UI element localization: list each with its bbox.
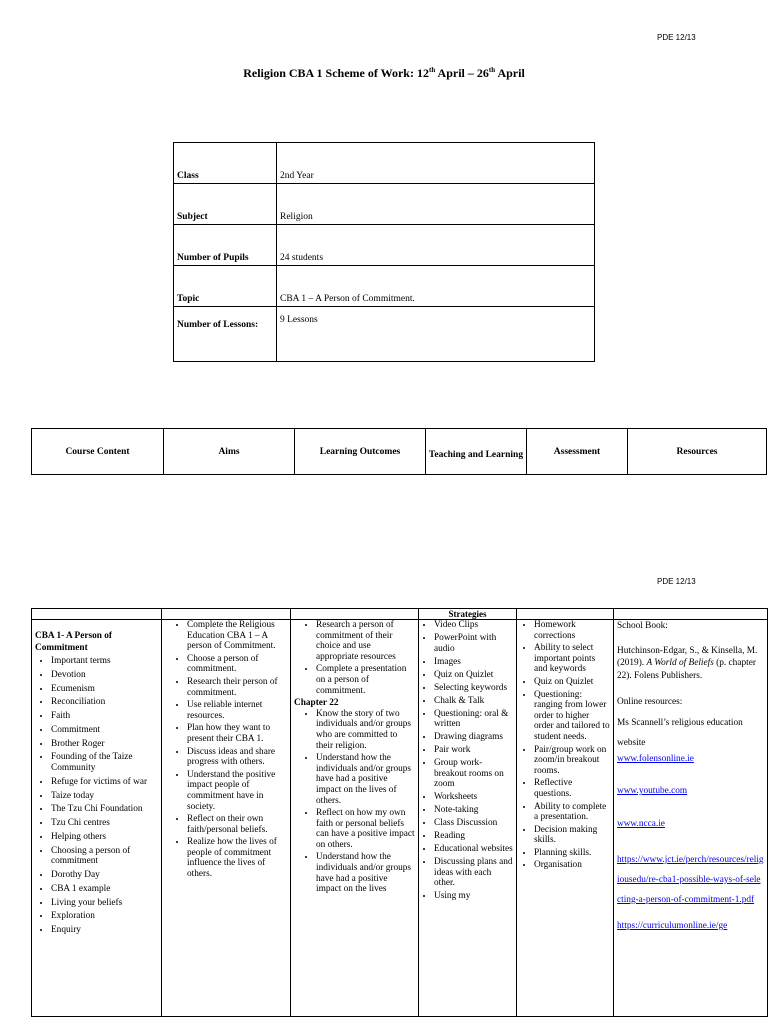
course-content-list bbox=[35, 656, 158, 936]
list-item: • Refuge for victims of war bbox=[51, 777, 158, 788]
ms-scannell-website: Ms Scannell’s religious education website bbox=[617, 717, 743, 748]
info-row-pupils bbox=[174, 225, 595, 266]
list-item: • Reading bbox=[434, 831, 513, 842]
list-item: • Organisation bbox=[534, 860, 610, 871]
header-aims: Aims bbox=[164, 429, 295, 475]
online-resources-label: Online resources: bbox=[617, 697, 683, 707]
list-item: • Devotion bbox=[51, 670, 158, 681]
info-key: Topic bbox=[174, 266, 277, 307]
list-item: • Quiz on Quizlet bbox=[434, 670, 513, 681]
list-item: • Class Discussion bbox=[434, 818, 513, 829]
list-item: • Dorothy Day bbox=[51, 870, 158, 881]
list-item: • Video Clips bbox=[434, 620, 513, 631]
list-item: • Images bbox=[434, 657, 513, 668]
learning-outcomes-cell bbox=[291, 620, 419, 1017]
list-item: • Reflective questions. bbox=[534, 778, 610, 799]
header-teaching-learning: Teaching and Learning bbox=[426, 429, 527, 475]
list-item: • Complete a presentation on a person of commitment. bbox=[316, 664, 415, 696]
list-item: • Reconciliation bbox=[51, 697, 158, 708]
list-item: • Tzu Chi centres bbox=[51, 818, 158, 829]
course-heading: CBA 1- A Person of Commitment bbox=[35, 631, 112, 653]
info-value: CBA 1 – A Person of Commitment. bbox=[277, 266, 595, 307]
page2-code: PDE 12/13 bbox=[657, 577, 696, 586]
aims-list bbox=[165, 620, 287, 880]
school-book-label: School Book: bbox=[617, 621, 668, 631]
header-learning-outcomes: Learning Outcomes bbox=[295, 429, 426, 475]
list-item: • Use reliable internet resources. bbox=[187, 700, 287, 721]
list-item: • Understand the positive impact people of commitment have in society. bbox=[187, 770, 287, 812]
info-key: Class bbox=[174, 143, 277, 184]
info-value: 9 Lessons bbox=[277, 307, 595, 362]
list-item: • Commitment bbox=[51, 725, 158, 736]
list-item: • Selecting keywords bbox=[434, 683, 513, 694]
empty-cell bbox=[32, 609, 162, 620]
empty-cell bbox=[162, 609, 291, 620]
list-item: • Pair work bbox=[434, 745, 513, 756]
list-item: • Choose a person of commitment. bbox=[187, 654, 287, 675]
list-item: • Using my bbox=[434, 891, 513, 902]
list-item: • Ability to select important points and keywords bbox=[534, 643, 610, 675]
list-item: • Brother Roger bbox=[51, 739, 158, 750]
header-assessment: Assessment bbox=[527, 429, 628, 475]
list-item: • Important terms bbox=[51, 656, 158, 667]
list-item: • CBA 1 example bbox=[51, 884, 158, 895]
list-item: • Helping others bbox=[51, 832, 158, 843]
list-item: • Worksheets bbox=[434, 792, 513, 803]
citation: Hutchinson-Edgar, S., & Kinsella, M. (2019). A World of Beliefs (p. chapter 22). Folens Publishers. bbox=[617, 645, 758, 681]
list-item: • Discussing plans and ideas with each other. bbox=[434, 857, 513, 889]
list-item: • Note-taking bbox=[434, 805, 513, 816]
list-item: • Group work- breakout rooms on zoom bbox=[434, 758, 513, 790]
list-item: • Understand how the individuals and/or groups have had a positive impact on the lives bbox=[316, 852, 415, 894]
list-item: • Chalk & Talk bbox=[434, 696, 513, 707]
info-key: Number of Lessons: bbox=[174, 307, 277, 362]
outcomes-list-a bbox=[294, 620, 415, 696]
list-item: • Enquiry bbox=[51, 925, 158, 936]
link-ncca[interactable]: www.ncca.ie bbox=[617, 818, 665, 829]
info-value: Religion bbox=[277, 184, 595, 225]
info-row-class bbox=[174, 143, 595, 184]
strategies-row bbox=[32, 609, 768, 620]
aims-cell bbox=[162, 620, 291, 1017]
header-course-content: Course Content bbox=[32, 429, 164, 475]
page-code: PDE 12/13 bbox=[657, 33, 696, 42]
list-item: • Ecumenism bbox=[51, 684, 158, 695]
header-resources: Resources bbox=[628, 429, 767, 475]
info-value: 24 students bbox=[277, 225, 595, 266]
info-value: 2nd Year bbox=[277, 143, 595, 184]
list-item: • Understand how the individuals and/or groups have had a positive impact on the lives of others. bbox=[316, 753, 415, 806]
strategies-label: Strategies bbox=[419, 609, 517, 620]
link-youtube[interactable]: www.youtube.com bbox=[617, 786, 688, 796]
info-key: Number of Pupils bbox=[174, 225, 277, 266]
list-item: • Research their person of commitment. bbox=[187, 677, 287, 698]
list-item: • Know the story of two individuals and/or groups who are committed to their religion. bbox=[316, 709, 415, 751]
list-item: • Reflect on their own faith/personal beliefs. bbox=[187, 814, 287, 835]
assessment-cell bbox=[517, 620, 614, 1017]
chapter-heading: Chapter 22 bbox=[294, 698, 339, 709]
list-item: • Exploration bbox=[51, 911, 158, 922]
empty-cell bbox=[517, 609, 614, 620]
link-curriculumonline[interactable]: https://curriculumonline.ie/ge bbox=[617, 921, 728, 931]
outcomes-list-b bbox=[294, 709, 415, 895]
content-row bbox=[32, 620, 768, 1017]
resources-cell bbox=[614, 620, 768, 1017]
list-item: • Realize how the lives of people of commitment influence the lives of others. bbox=[187, 837, 287, 879]
teaching-list bbox=[422, 620, 513, 902]
list-item: • Educational websites bbox=[434, 844, 513, 855]
scheme-body-table bbox=[31, 608, 768, 1017]
list-item: • Quiz on Quizlet bbox=[534, 677, 610, 688]
list-item: • Faith bbox=[51, 711, 158, 722]
list-item: • Plan how they want to present their CBA 1. bbox=[187, 723, 287, 744]
list-item: • Research a person of commitment of their choice and use appropriate resources bbox=[316, 620, 415, 662]
list-item: • Ability to complete a presentation. bbox=[534, 802, 610, 823]
list-item: • Decision making skills. bbox=[534, 825, 610, 846]
info-row-topic bbox=[174, 266, 595, 307]
list-item: • Questioning: ranging from lower order to higher order and tailored to student needs. bbox=[534, 690, 610, 743]
list-item: • Taize today bbox=[51, 791, 158, 802]
page-title: Religion CBA 1 Scheme of Work: 12th April – 26th April bbox=[243, 66, 525, 80]
list-item: • Reflect on how my own faith or personal beliefs can have a positive impact on others. bbox=[316, 808, 415, 850]
info-key: Subject bbox=[174, 184, 277, 225]
class-info-table bbox=[173, 142, 595, 362]
info-row-subject bbox=[174, 184, 595, 225]
list-item: • Complete the Religious Education CBA 1 – A person of Commitment. bbox=[187, 620, 287, 652]
list-item: • Pair/group work on zoom/in breakout rooms. bbox=[534, 745, 610, 777]
empty-cell bbox=[614, 609, 768, 620]
assessment-list bbox=[520, 620, 610, 871]
list-item: • Planning skills. bbox=[534, 848, 610, 859]
teaching-learning-cell bbox=[419, 620, 517, 1017]
info-row-lessons bbox=[174, 307, 595, 362]
course-content-cell bbox=[32, 620, 162, 1017]
book-title: A World of Beliefs bbox=[646, 658, 714, 668]
scheme-header-table bbox=[31, 428, 767, 475]
list-item: • Choosing a person of commitment bbox=[51, 846, 158, 867]
list-item: • PowerPoint with audio bbox=[434, 633, 513, 654]
link-folensonline[interactable]: www.folensonline.ie bbox=[617, 753, 694, 764]
list-item: • Homework corrections bbox=[534, 620, 610, 641]
link-jct-pdf[interactable]: https://www.jct.ie/perch/resources/religiousedu/re-cba1-possible-ways-of-selecting-a-person-of-commitment-1.pdf bbox=[617, 855, 764, 905]
list-item: • Discuss ideas and share progress with others. bbox=[187, 747, 287, 768]
list-item: • Living your beliefs bbox=[51, 898, 158, 909]
list-item: • Founding of the Taize Community bbox=[51, 752, 158, 773]
list-item: • The Tzu Chi Foundation bbox=[51, 804, 158, 815]
list-item: • Questioning: oral & written bbox=[434, 709, 513, 730]
header-row bbox=[32, 429, 767, 475]
empty-cell bbox=[291, 609, 419, 620]
list-item: • Drawing diagrams bbox=[434, 732, 513, 743]
